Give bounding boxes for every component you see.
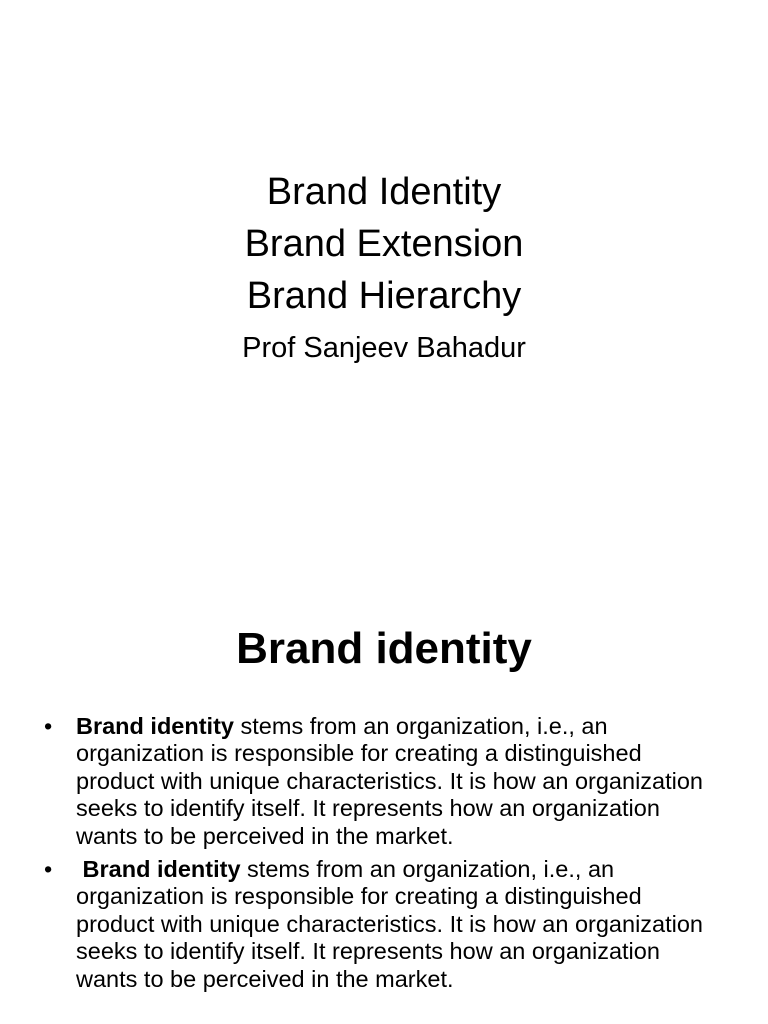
author-name: Prof Sanjeev Bahadur [242,332,526,364]
title-line-2: Brand Extension [244,223,524,265]
title-block [0,166,768,366]
bullet-icon: • [44,856,53,883]
bullet-item [44,856,724,993]
bullet-item [44,713,724,850]
title-line-3: Brand Hierarchy [246,275,522,317]
bullet-text: stems from an organization, i.e., an organization is responsible for creating a distinguished product with unique characteristics. It is how an organization seeks to identify itself. It represents how an organization wants to be perceived in the market. [76,856,703,992]
content-slide [0,560,768,1024]
bullet-text: stems from an organization, i.e., an organization is responsible for creating a distinguished product with unique characteristics. It is how an organization seeks to identify itself. It represents how an organization wants to be perceived in the market. [76,713,703,849]
bullet-bold-term: Brand identity [76,713,234,739]
bullet-icon: • [44,713,53,739]
bullet-list [44,713,724,999]
slide-heading: Brand identity [236,624,532,673]
bullet-bold-term: Brand identity [76,856,241,883]
title-line-1: Brand Identity [266,171,502,213]
